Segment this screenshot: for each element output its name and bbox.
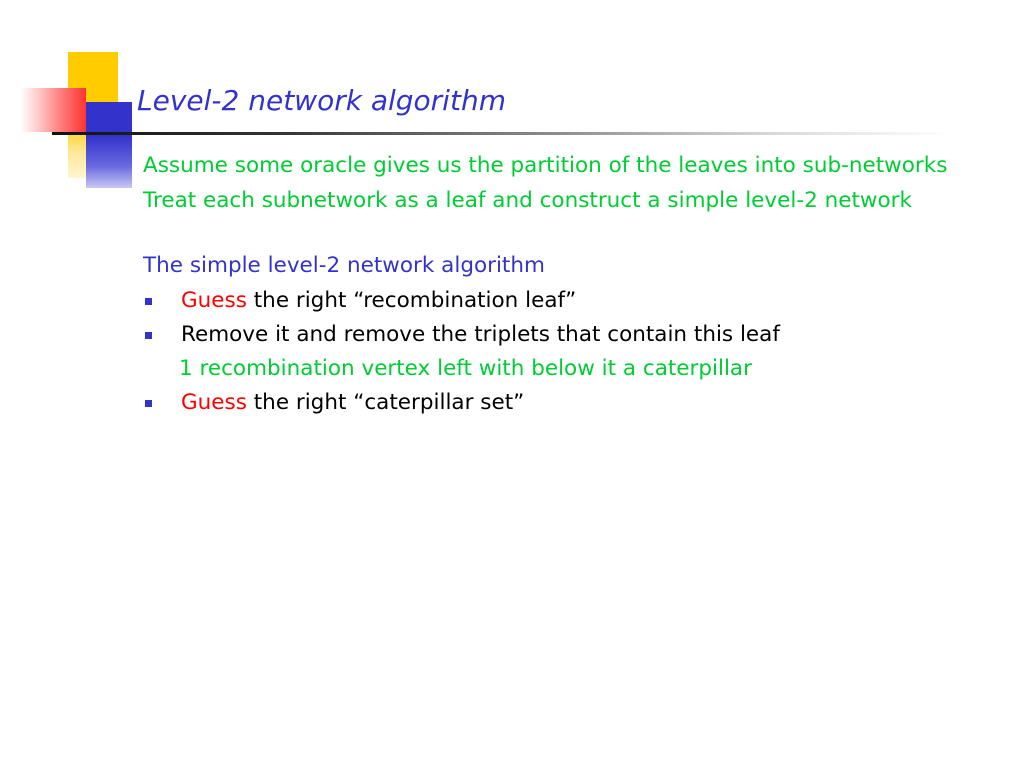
bullet-square-icon [145,332,152,339]
bullet-highlight: Guess [181,288,247,313]
slide-body [143,152,983,423]
paragraph-oracle: Assume some oracle gives us the partition of the leaves into sub-networks [143,153,948,178]
decorative-blue-block [86,102,132,188]
spacer [143,222,983,252]
bullet-item [143,287,983,314]
bullet-highlight: Guess [181,390,247,415]
slide-title: Level-2 network algorithm [137,84,506,117]
bullet-item [143,389,983,416]
bullet-square-icon [145,298,152,305]
bullet-note: 1 recombination vertex left with below it a caterpillar [179,356,752,381]
bullet-item [143,321,983,348]
decorative-red-block [20,88,86,132]
bullet-text: the right “caterpillar set” [246,390,525,415]
subheading: The simple level-2 network algorithm [143,253,545,278]
bullet-square-icon [145,400,152,407]
title-underline [52,132,952,135]
bullet-text: the right “recombination leaf” [246,288,577,313]
bullet-text: Remove it and remove the triplets that contain this leaf [181,322,780,347]
paragraph-subnetwork-leaf: Treat each subnetwork as a leaf and construct a simple level-2 network [143,188,912,213]
